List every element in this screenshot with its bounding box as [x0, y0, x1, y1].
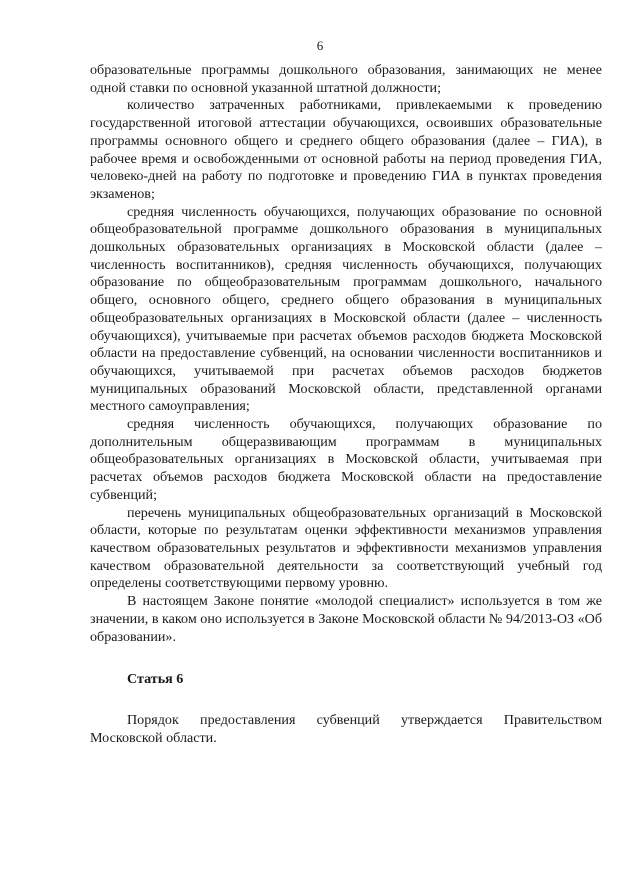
paragraph-gia-workdays: количество затраченных работниками, привлекаемыми к проведению государственной итоговой аттестации обучающихся, освоивших образовательные программы основного общего и среднего общего образования (далее – ГИА), в рабочее время и освобожденными от основной работы на период проведения ГИА, человеко-дней на работу по подготовке и проведению ГИА в пунктах проведения экзаменов;: [90, 97, 602, 202]
paragraph-average-enrollment: средняя численность обучающихся, получающих образование по основной общеобразовательной программе дошкольного образования в муниципальных дошкольных образовательных организациях в Московской области (далее – численность воспитанников), средняя численность обучающихся, получающих образование по общеобразовательным программам дошкольного, начального общего, основного общего, среднего общего образования в муниципальных общеобразовательных организациях в Московской области (далее – численность обучающихся), учитываемые при расчетах объемов расходов бюджета Московской области на предоставление субвенций, на основании численности воспитанников и обучающихся, учитываемой при расчетах объемов расходов бюджетов муниципальных образований Московской области, представленной органами местного самоуправления;: [90, 203, 602, 415]
paragraph-organizations-list: перечень муниципальных общеобразовательных организаций в Московской области, которые по результатам оценки эффективности механизмов управления качеством образовательных результатов и эффективности механизмов управления качеством образовательной деятельности за соответствующий учебный год определены соответствующими первому уровню.: [90, 504, 602, 592]
article-paragraph: Порядок предоставления субвенций утверждается Правительством Московской области.: [90, 711, 602, 746]
article-heading: Статья 6: [127, 671, 184, 688]
paragraph-young-specialist: В настоящем Законе понятие «молодой специалист» используется в том же значении, в каком оно используется в Законе Московской области № 94/2013-ОЗ «Об образовании».: [90, 593, 602, 645]
document-body: [90, 62, 602, 747]
paragraph-continuation: образовательные программы дошкольного образования, занимающих не менее одной ставки по основной указанной штатной должности;: [90, 62, 602, 96]
page-number: 6: [316, 38, 324, 53]
paragraph-additional-programs-enrollment: средняя численность обучающихся, получающих образование по дополнительным общеразвивающим программам в муниципальных общеобразовательных организациях в Московской области, учитываемая при расчетах объемов расходов бюджета Московской области на предоставление субвенций;: [90, 416, 602, 503]
